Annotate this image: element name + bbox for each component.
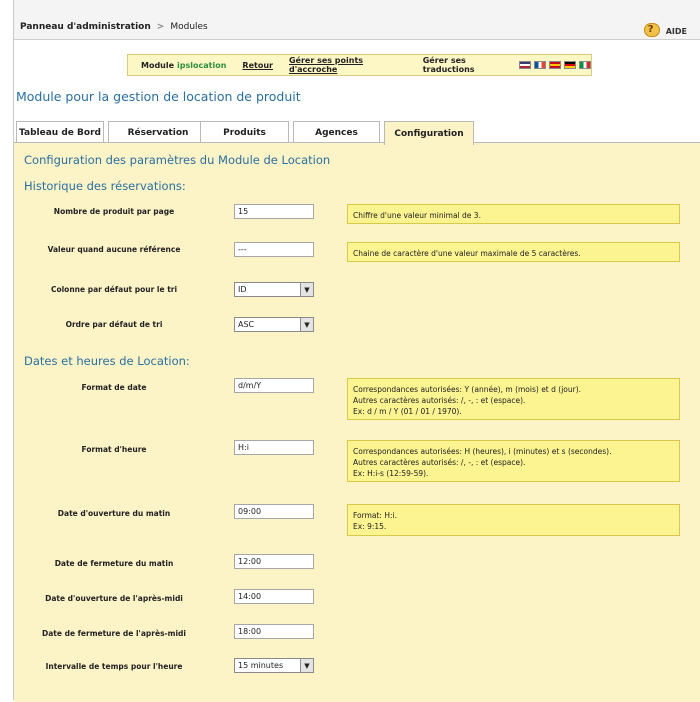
sort-column-label: Colonne par défaut pour le tri: [50, 285, 178, 294]
time-interval-value: 15 minutes: [238, 661, 284, 670]
section-history-title: Historique des réservations:: [24, 179, 186, 193]
morning-open-label: Date d'ouverture du matin: [57, 509, 171, 518]
de-flag-icon[interactable]: [564, 61, 576, 69]
morning-close-label: Date de fermeture du matin: [54, 559, 174, 568]
hint-line: Format: H:i.: [353, 511, 397, 520]
tab-agencies[interactable]: Agences: [293, 121, 380, 143]
afternoon-open-input[interactable]: 14:00: [234, 589, 314, 604]
afternoon-close-input[interactable]: 18:00: [234, 624, 314, 639]
tab-products[interactable]: Produits: [200, 121, 289, 143]
help-icon: ?: [644, 23, 662, 39]
date-format-label: Format de date: [81, 383, 147, 392]
time-interval-select[interactable]: [234, 658, 314, 673]
sort-order-label: Ordre par défaut de tri: [65, 320, 163, 329]
breadcrumb: [20, 22, 208, 32]
help-link[interactable]: [644, 23, 687, 39]
config-title: Configuration des paramètres du Module de Location: [24, 153, 331, 167]
chevron-down-icon[interactable]: ▼: [300, 318, 313, 331]
hint-line: Ex: d / m / Y (01 / 01 / 1970).: [353, 407, 462, 416]
morning-close-input[interactable]: 12:00: [234, 554, 314, 569]
sort-column-value: ID: [238, 285, 247, 294]
manage-translations-label: Gérer ses traductions: [422, 56, 475, 74]
time-interval-label: Intervalle de temps pour l'heure: [45, 662, 183, 671]
es-flag-icon[interactable]: [549, 61, 561, 69]
tab-configuration[interactable]: Configuration: [384, 121, 474, 145]
hint-line: Autres caractères autorisés: /, -, : et (espace).: [353, 458, 526, 467]
language-flags: [519, 61, 591, 69]
fr-flag-icon[interactable]: [534, 61, 546, 69]
time-format-label: Format d'heure: [81, 445, 147, 454]
products-per-page-input[interactable]: 15: [234, 204, 314, 219]
hint-line: Autres caractères autorisés: /, -, : et (espace).: [353, 396, 526, 405]
no-ref-value-hint: Chaine de caractère d'une valeur maximale de 5 caractères.: [347, 242, 680, 262]
time-format-hint: [347, 440, 680, 482]
us-flag-icon[interactable]: [519, 61, 531, 69]
tab-dashboard[interactable]: Tableau de Bord: [16, 121, 104, 143]
help-label: AIDE: [665, 26, 687, 36]
sort-order-value: ASC: [238, 320, 255, 329]
breadcrumb-current: Modules: [170, 22, 208, 32]
module-label: Module: [141, 60, 175, 70]
afternoon-close-label: Date de fermeture de l'après-midi: [42, 629, 186, 638]
breadcrumb-root[interactable]: Panneau d'administration: [20, 22, 151, 32]
chevron-down-icon[interactable]: ▼: [300, 659, 313, 672]
products-per-page-hint: Chiffre d'une valeur minimal de 3.: [347, 204, 680, 224]
time-format-input[interactable]: H:i: [234, 440, 314, 455]
no-ref-value-label: Valeur quand aucune référence: [47, 245, 181, 254]
config-panel: [14, 142, 700, 702]
it-flag-icon[interactable]: [579, 61, 591, 69]
hint-line: Ex: 9:15.: [353, 522, 387, 531]
tab-reservation[interactable]: Réservation: [108, 121, 208, 143]
admin-frame: [13, 0, 700, 700]
chevron-down-icon[interactable]: ▼: [300, 283, 313, 296]
module-bar: [127, 54, 592, 76]
morning-open-hint: [347, 504, 680, 536]
afternoon-open-label: Date d'ouverture de l'après-midi: [45, 594, 183, 603]
date-format-hint: [347, 378, 680, 420]
morning-open-input[interactable]: 09:00: [234, 504, 314, 519]
breadcrumb-separator-icon: >: [156, 22, 165, 32]
sort-order-select[interactable]: [234, 317, 314, 332]
manage-hooks-link[interactable]: Gérer ses points d'accroche: [288, 56, 364, 74]
back-link[interactable]: Retour: [242, 60, 273, 70]
hint-line: Correspondances autorisées: H (heures), i (minutes) et s (secondes).: [353, 447, 612, 456]
sort-column-select[interactable]: [234, 282, 314, 297]
no-ref-value-input[interactable]: ---: [234, 242, 314, 257]
page-title: Module pour la gestion de location de produit: [16, 89, 301, 104]
date-format-input[interactable]: d/m/Y: [234, 378, 314, 393]
section-dates-title: Dates et heures de Location:: [24, 354, 190, 368]
module-name: ipslocation: [177, 60, 227, 70]
top-bar: [14, 0, 700, 40]
hint-line: Ex: H:i-s (12:59-59).: [353, 469, 429, 478]
products-per-page-label: Nombre de produit par page: [53, 207, 175, 216]
hint-line: Correspondances autorisées: Y (année), m (mois) et d (jour).: [353, 385, 582, 394]
